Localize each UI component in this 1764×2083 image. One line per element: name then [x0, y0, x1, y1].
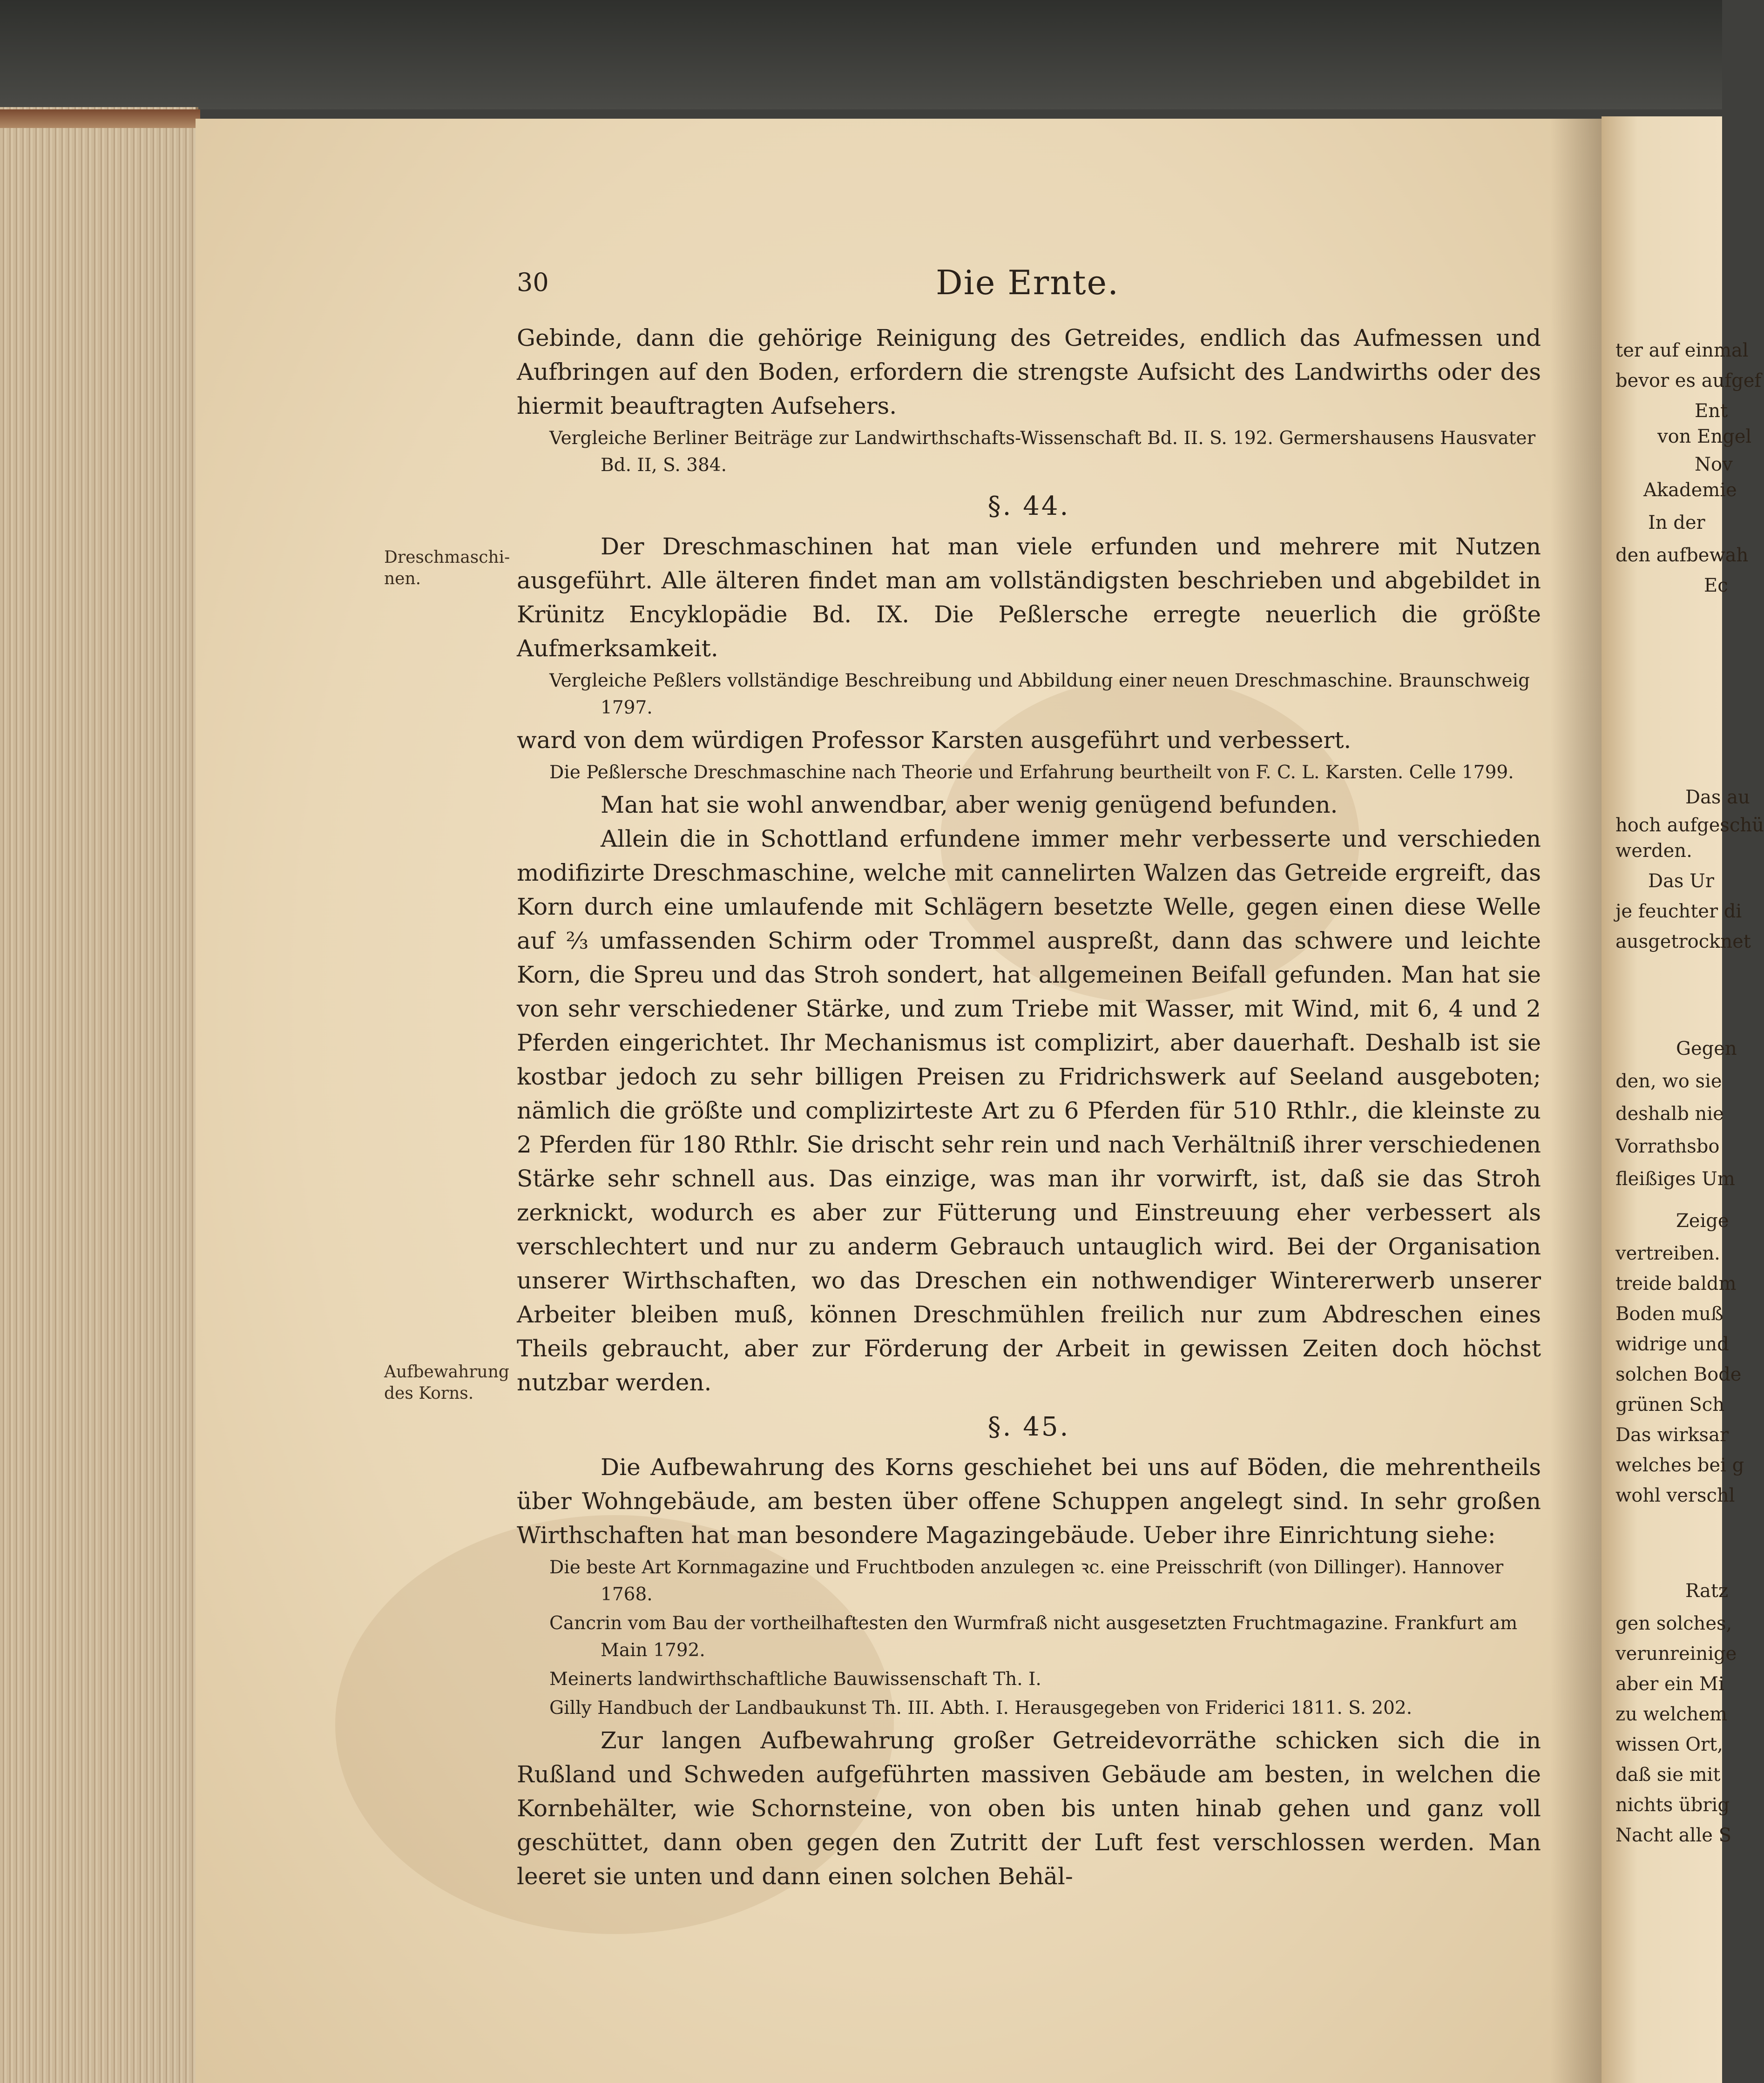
scan-background [0, 0, 1722, 109]
right-page-line: hoch aufgeschü [1615, 815, 1764, 836]
paragraph: ward von dem würdigen Professor Karsten ausgeführt und verbessert. [517, 727, 1352, 754]
citation: Die beste Art Kornmagazine und Fruchtboden anzulegen ꝛc. eine Preisschrift (von Dillinger). Hannover 1768. [549, 1557, 1504, 1605]
page-number: 30 [517, 268, 549, 297]
right-page-line: Ent [1695, 400, 1728, 422]
right-page-line: deshalb nie [1615, 1103, 1724, 1125]
right-page-line: daß sie mit [1615, 1764, 1721, 1786]
citation: Vergleiche Peßlers vollständige Beschreibung und Abbildung einer neuen Dreschmaschine. Braunschweig 1797. [549, 670, 1530, 718]
right-page-line: zu welchem [1615, 1704, 1728, 1725]
right-page-line: vertreiben. [1615, 1243, 1720, 1264]
right-page-line: ter auf einmal [1615, 340, 1749, 361]
margin-note-aufbewahrung: Aufbewahrung des Korns. [384, 1362, 509, 1403]
right-page-line: von Engel [1657, 426, 1752, 447]
right-page-line: Nov [1695, 454, 1733, 475]
right-page-line: Boden muß [1615, 1303, 1723, 1325]
right-page-line: Das Ur [1648, 870, 1714, 892]
paragraph: Zur langen Aufbewahrung großer Getreidevorräthe schicken sich die in Rußland und Schweden aufgeführten massiven Gebäude am besten, in welchen die Kornbehälter, wie Schornsteine, von oben bis unten hinab gehen und ganz voll geschüttet, dann oben gegen den Zutritt der Luft fest verschlossen werden. Man leeret sie unten und dann einen solchen Behäl- [517, 1727, 1541, 1890]
paragraph: Allein die in Schottland erfundene immer mehr verbesserte und verschieden modifizirte Dreschmaschine, welche mit cannelirten Walzen das Getreide ergreift, das Korn durch eine umlaufende mit Schlägern besetzte Welle, gegen einen diese Welle auf ⅔ umfassenden Schirm oder Trommel auspreßt, dann das schwere und leichte Korn, die Spreu und das Stroh sondert, hat allgemeinen Beifall gefunden. Man hat sie von sehr verschiedener Stärke, und zum Triebe mit Wasser, mit Wind, mit 6, 4 und 2 Pferden eingerichtet. Ihr Mechanismus ist complizirt, aber dauerhaft. Deshalb ist sie kostbar jedoch zu sehr billigen Preisen zu Fridrichswerk auf Seeland ausgeboten; nämlich die größte und complizirteste Art zu 6 Pferden für 510 Rthlr., die kleinste zu 2 Pferden für 180 Rthlr. Sie drischt sehr rein und nach Verhältniß ihrer verschiedenen Stärke sehr schnell aus. Das einzige, was man ihr vorwirft, ist, daß sie das Stroh zerknickt, wodurch es aber zur Fütterung und Einstreuung eher verbessert als verschlechtert und nur zu anderm Gebrauch untauglich wird. Bei der Organisation unserer Wirthschaften, wo das Dreschen ein nothwendiger Wintererwerb unserer Arbeiter bleiben muß, können Dreschmühlen freilich nur zum Abdreschen eines Theils gebraucht, aber zur Förderung der Arbeit in gewissen Zeiten doch höchst nutzbar werden. [517, 825, 1541, 1396]
right-page-line: Ec [1704, 575, 1728, 596]
right-page-line: In der [1648, 512, 1705, 533]
right-page-line: nichts übrig [1615, 1794, 1730, 1816]
right-page-line: verunreinige [1615, 1643, 1737, 1665]
section-heading: §. 44. [987, 491, 1070, 521]
right-page-line: werden. [1615, 840, 1692, 862]
citation: Cancrin vom Bau der vortheilhaftesten den Wurmfraß nicht ausgesetzten Fruchtmagazine. Frankfurt am Main 1792. [549, 1613, 1518, 1661]
paragraph: Die Aufbewahrung des Korns geschiehet bei uns auf Böden, die mehrentheils über Wohngebäude, am besten über offene Schuppen angelegt sind. In sehr großen Wirthschaften hat man besondere Magazingebäude. Ueber ihre Einrichtung siehe: [517, 1454, 1541, 1549]
right-page-line: gen solches, [1615, 1613, 1732, 1634]
right-page-line: Akademie [1643, 479, 1737, 501]
section-heading: §. 45. [987, 1412, 1070, 1442]
book-page-edges [0, 107, 198, 2083]
right-page-line: Nacht alle S [1615, 1825, 1732, 1846]
right-page-line: wohl verschl [1615, 1485, 1735, 1506]
right-page-line: aber ein Mi [1615, 1673, 1724, 1695]
right-page-line: den, wo sie [1615, 1071, 1722, 1092]
paragraph: Der Dreschmaschinen hat man viele erfunden und mehrere mit Nutzen ausgeführt. Alle älteren findet man am vollständigsten beschrieben und abgebildet in Krünitz Encyklopädie Bd. IX. Die Peßlersche erregte neuerlich die größte Aufmerksamkeit. [517, 533, 1541, 662]
right-page-line: je feuchter di [1615, 901, 1742, 922]
right-page-line: wissen Ort, [1615, 1734, 1723, 1755]
right-page-line: Zeige [1676, 1210, 1729, 1232]
right-page-line: Gegen [1676, 1038, 1737, 1059]
right-page-line: treide baldm [1615, 1273, 1737, 1294]
book-binding-edge [0, 109, 200, 128]
right-page-line: widrige und [1615, 1334, 1729, 1355]
right-page-line: fleißiges Um [1615, 1168, 1735, 1190]
right-page-line: grünen Sch [1615, 1394, 1724, 1416]
right-page-line: welches bei g [1615, 1455, 1744, 1476]
right-page-line: solchen Bode [1615, 1364, 1742, 1385]
right-page-line: ausgetrocknet [1615, 931, 1751, 952]
right-page-line: Ratz [1685, 1580, 1729, 1602]
citation: Vergleiche Berliner Beiträge zur Landwirthschafts-Wissenschaft Bd. II. S. 192. Germershausens Hausvater Bd. II, S. 384. [549, 428, 1536, 476]
page-title: Die Ernte. [936, 263, 1120, 302]
right-page-line: Vorrathsbo [1615, 1136, 1720, 1157]
running-head [517, 263, 1541, 305]
right-page-line: Das wirksar [1615, 1424, 1729, 1446]
citation: Meinerts landwirthschaftliche Bauwissenschaft Th. I. [549, 1669, 1041, 1690]
margin-note-dreschmaschinen: Dreschmaschi- nen. [384, 548, 510, 588]
body-text [517, 321, 1541, 1894]
right-page-line: den aufbewah [1615, 545, 1749, 566]
paragraph: Gebinde, dann die gehörige Reinigung des Getreides, endlich das Aufmessen und Aufbringen auf den Boden, erfordern die strengste Aufsicht des Landwirths oder des hiermit beauftragten Aufsehers. [517, 324, 1541, 419]
right-page-line: Das au [1685, 787, 1750, 808]
citation: Gilly Handbuch der Landbaukunst Th. III. Abth. I. Herausgegeben von Friderici 1811. S. 202. [549, 1698, 1413, 1719]
paragraph: Man hat sie wohl anwendbar, aber wenig genügend befunden. [601, 791, 1338, 818]
citation: Die Peßlersche Dreschmaschine nach Theorie und Erfahrung beurtheilt von F. C. L. Karsten. Celle 1799. [549, 762, 1514, 783]
right-page-line: bevor es aufgef [1615, 370, 1762, 391]
right-page-fragment [1602, 116, 1764, 2083]
